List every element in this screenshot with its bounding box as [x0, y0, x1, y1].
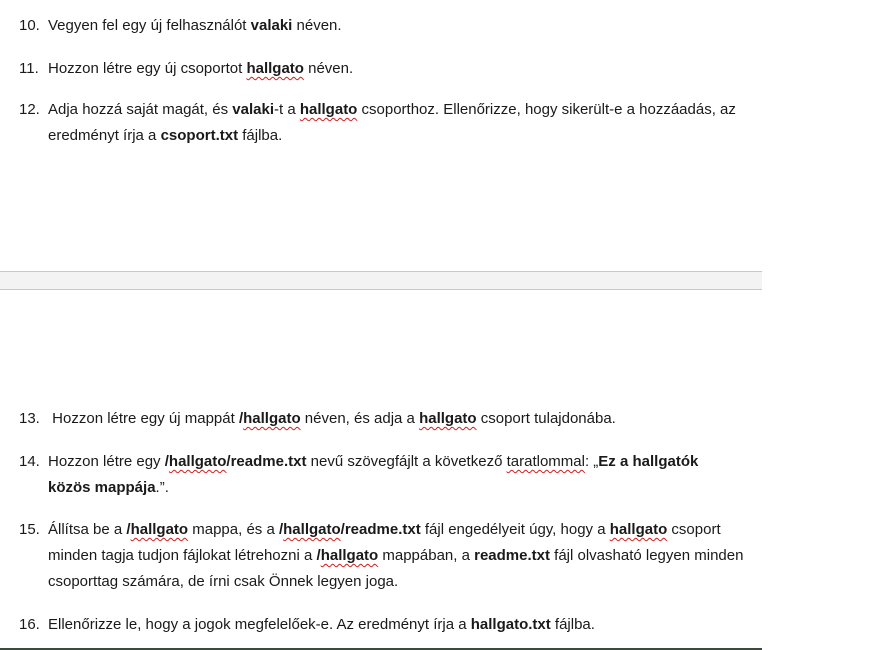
text-run: mappában, a — [378, 547, 475, 564]
list-number: 15. — [19, 521, 40, 538]
text-run: Állítsa be a — [48, 521, 127, 538]
text-run: Hozzon létre egy új csoportot — [48, 60, 247, 77]
list-item-text — [48, 56, 748, 82]
text-run: Ellenőrizze le, hogy a jogok megfelelőek-e. Az eredményt írja a — [48, 616, 471, 633]
bold-text-run: valaki — [250, 17, 293, 34]
bold-text-run: Ez a hallgatók közös mappája — [48, 453, 703, 496]
text-run: néven. — [292, 17, 342, 34]
spellcheck-flagged-word: hallgato — [419, 410, 477, 427]
bold-text-run: /readme.txt — [226, 453, 307, 470]
bold-text-run: valaki — [232, 101, 274, 118]
list-item-text — [48, 13, 748, 39]
bold-text-run: / — [164, 453, 169, 470]
text-run: fájl olvasható legyen minden csoporttag számára, de írni csak Önnek legyen joga. — [48, 547, 748, 590]
text-run: nevű szövegfájlt a következő — [306, 453, 507, 470]
text-run: néven, és adja a — [300, 410, 420, 427]
list-item-text — [48, 517, 746, 595]
bold-text-run: hallgato.txt — [470, 616, 551, 633]
bold-text-run: / — [126, 521, 131, 538]
list-number: 13. — [19, 410, 40, 427]
text-run: csoport tulajdonába. — [476, 410, 616, 427]
bold-text-run: csoport.txt — [160, 127, 239, 144]
spellcheck-flagged-word: hallgato — [246, 60, 304, 77]
text-run: fájl engedélyeit úgy, hogy a — [420, 521, 610, 538]
list-number: 16. — [19, 616, 40, 633]
text-run: Hozzon létre egy új mappát — [48, 410, 239, 427]
list-item-text — [48, 449, 708, 501]
text-run: Vegyen fel egy új felhasználót — [48, 17, 251, 34]
text-run: -t a — [274, 101, 300, 118]
list-item-text — [48, 406, 748, 432]
spellcheck-flagged-word: hallgato — [283, 521, 341, 538]
text-run: fájlba. — [550, 616, 595, 633]
list-number: 12. — [19, 101, 40, 118]
bold-text-run: / — [316, 547, 321, 564]
text-run: néven. — [303, 60, 354, 77]
text-run: csoport minden tagja tudjon fájlokat létrehozni a — [48, 521, 725, 564]
page-break — [0, 271, 762, 290]
document-page-1 — [0, 0, 762, 271]
bold-text-run: /readme.txt — [340, 521, 421, 538]
list-number: 10. — [19, 17, 40, 34]
text-run: : „ — [584, 453, 599, 470]
text-run: Hozzon létre egy — [48, 453, 165, 470]
text-run: fájlba. — [238, 127, 283, 144]
spellcheck-flagged-word: taratlommal — [506, 453, 585, 470]
list-number: 14. — [19, 453, 40, 470]
bold-text-run: readme.txt — [474, 547, 550, 564]
spellcheck-flagged-word: hallgato — [130, 521, 189, 538]
bold-text-run: / — [278, 521, 284, 538]
list-item-text — [48, 612, 748, 638]
text-run: mappa, és a — [188, 521, 279, 538]
spellcheck-flagged-word: hallgato — [168, 453, 227, 470]
spellcheck-flagged-word: hallgato — [299, 101, 358, 118]
spellcheck-flagged-word: hallgato — [320, 547, 379, 564]
spellcheck-flagged-word: hallgato — [243, 410, 301, 427]
text-run: .”. — [155, 479, 169, 496]
bold-text-run: / — [238, 410, 244, 427]
list-item-text — [48, 97, 748, 149]
text-run: csoporthoz. Ellenőrizze, hogy sikerült-e a hozzáadás, az eredményt írja a — [48, 101, 741, 144]
list-number: 11. — [19, 60, 39, 77]
text-run: Adja hozzá saját magát, és — [48, 101, 233, 118]
spellcheck-flagged-word: hallgato — [609, 521, 668, 538]
